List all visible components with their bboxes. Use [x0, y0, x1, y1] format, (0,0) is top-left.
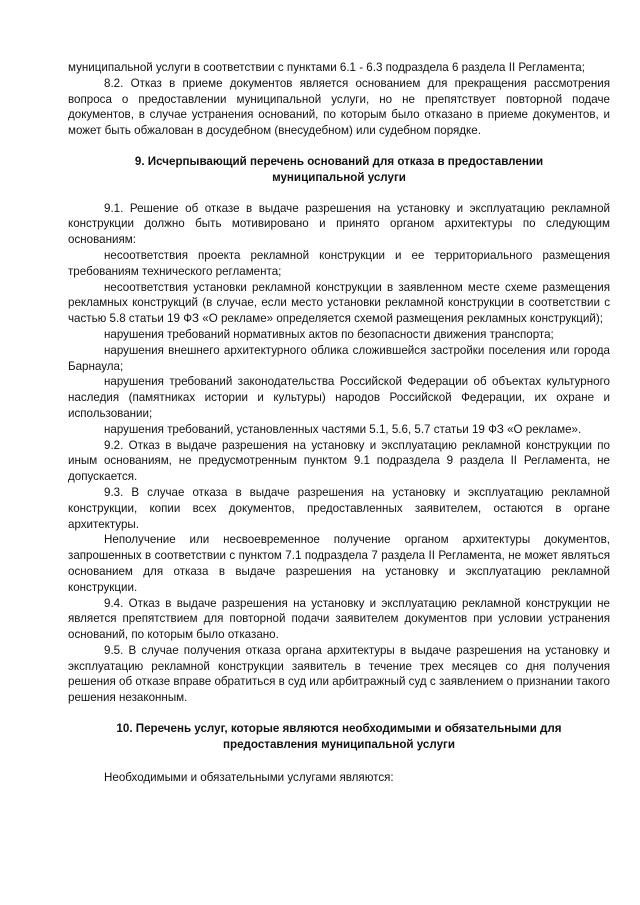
ground-item: нарушения требований, установленных частями 5.1, 5.6, 5.7 статьи 19 ФЗ «О рекламе». — [104, 422, 582, 436]
section-10-title: 10. Перечень услуг, которые являются необходимыми и обязательными для предоставления муниципальной услуги — [116, 722, 562, 751]
paragraph-9-1: 9.1. Решение об отказе в выдаче разрешения на установку и эксплуатацию рекламной конструкции должно быть мотивировано и принято органом архитектуры по следующим основаниям: — [68, 201, 610, 247]
paragraph-9-2: 9.2. Отказ в выдаче разрешения на установку и эксплуатацию рекламной конструкции по иным основаниям, не предусмотренным пунктом 9.1 подраздела 9 раздела II Регламента, не допускается. — [68, 438, 610, 484]
paragraph-nonreceipt: Неполучение или несвоевременное получение органом архитектуры документов, запрошенных в соответствии с пунктом 7.1 подраздела 7 раздела II Регламента, не может являться основанием для отказа в выдаче разрешения на установку и эксплуатацию рекламной конструкции. — [68, 533, 610, 594]
paragraph-9-3: 9.3. В случае отказа в выдаче разрешения на установку и эксплуатацию рекламной конструкции, копии всех документов, предоставленных заявителем, остаются в органе архитектуры. — [68, 485, 610, 531]
document-page — [68, 60, 610, 785]
section-9-title: 9. Исчерпывающий перечень оснований для отказа в предоставлении муниципальной услуги — [134, 154, 544, 184]
ground-item: нарушения внешнего архитектурного облика сложившейся застройки поселения или города Барнаула; — [68, 343, 610, 373]
ground-item: нарушения требований нормативных актов по безопасности движения транспорта; — [104, 327, 554, 341]
paragraph-8-2: 8.2. Отказ в приеме документов является основанием для прекращения рассмотрения вопроса о предоставлении муниципальной услуги, но не препятствует повторной подаче документов, в случае устранения оснований, по которым было отказано в приеме документов, и может быть обжалован в досудебном (внесудебном) или судебном порядке. — [68, 76, 610, 138]
ground-item: несоответствия установки рекламной конструкции в заявленном месте схеме размещения рекламных конструкций (в случае, если место установки рекламной конструкции в соответствии с частью 5.8 статьи 19 ФЗ «О рекламе» определяется схемой размещения рекламных конструкций); — [68, 280, 610, 326]
paragraph-10-intro: Необходимыми и обязательными услугами являются: — [104, 770, 394, 784]
paragraph-9-5: 9.5. В случае получения отказа органа архитектуры в выдаче разрешения на установку и эксплуатацию рекламной конструкции заявитель в течение трех месяцев со дня получения решения об отказе вправе обратиться в суд или арбитражный суд с заявлением о признании такого решения незаконным. — [68, 643, 610, 705]
ground-item: нарушения требований законодательства Российской Федерации об объектах культурного наследия (памятниках истории и культуры) народов Российской Федерации, их охране и использовании; — [68, 375, 610, 420]
ground-item: несоответствия проекта рекламной конструкции и ее территориального размещения требованиям технического регламента; — [68, 248, 610, 278]
paragraph-9-4: 9.4. Отказ в выдаче разрешения на установку и эксплуатацию рекламной конструкции не является препятствием для повторной подачи заявителем документов при условии устранения оснований, по которым было отказано. — [68, 596, 610, 642]
continuation-paragraph: муниципальной услуги в соответствии с пунктами 6.1 - 6.3 подраздела 6 раздела II Регламента; — [68, 61, 585, 74]
